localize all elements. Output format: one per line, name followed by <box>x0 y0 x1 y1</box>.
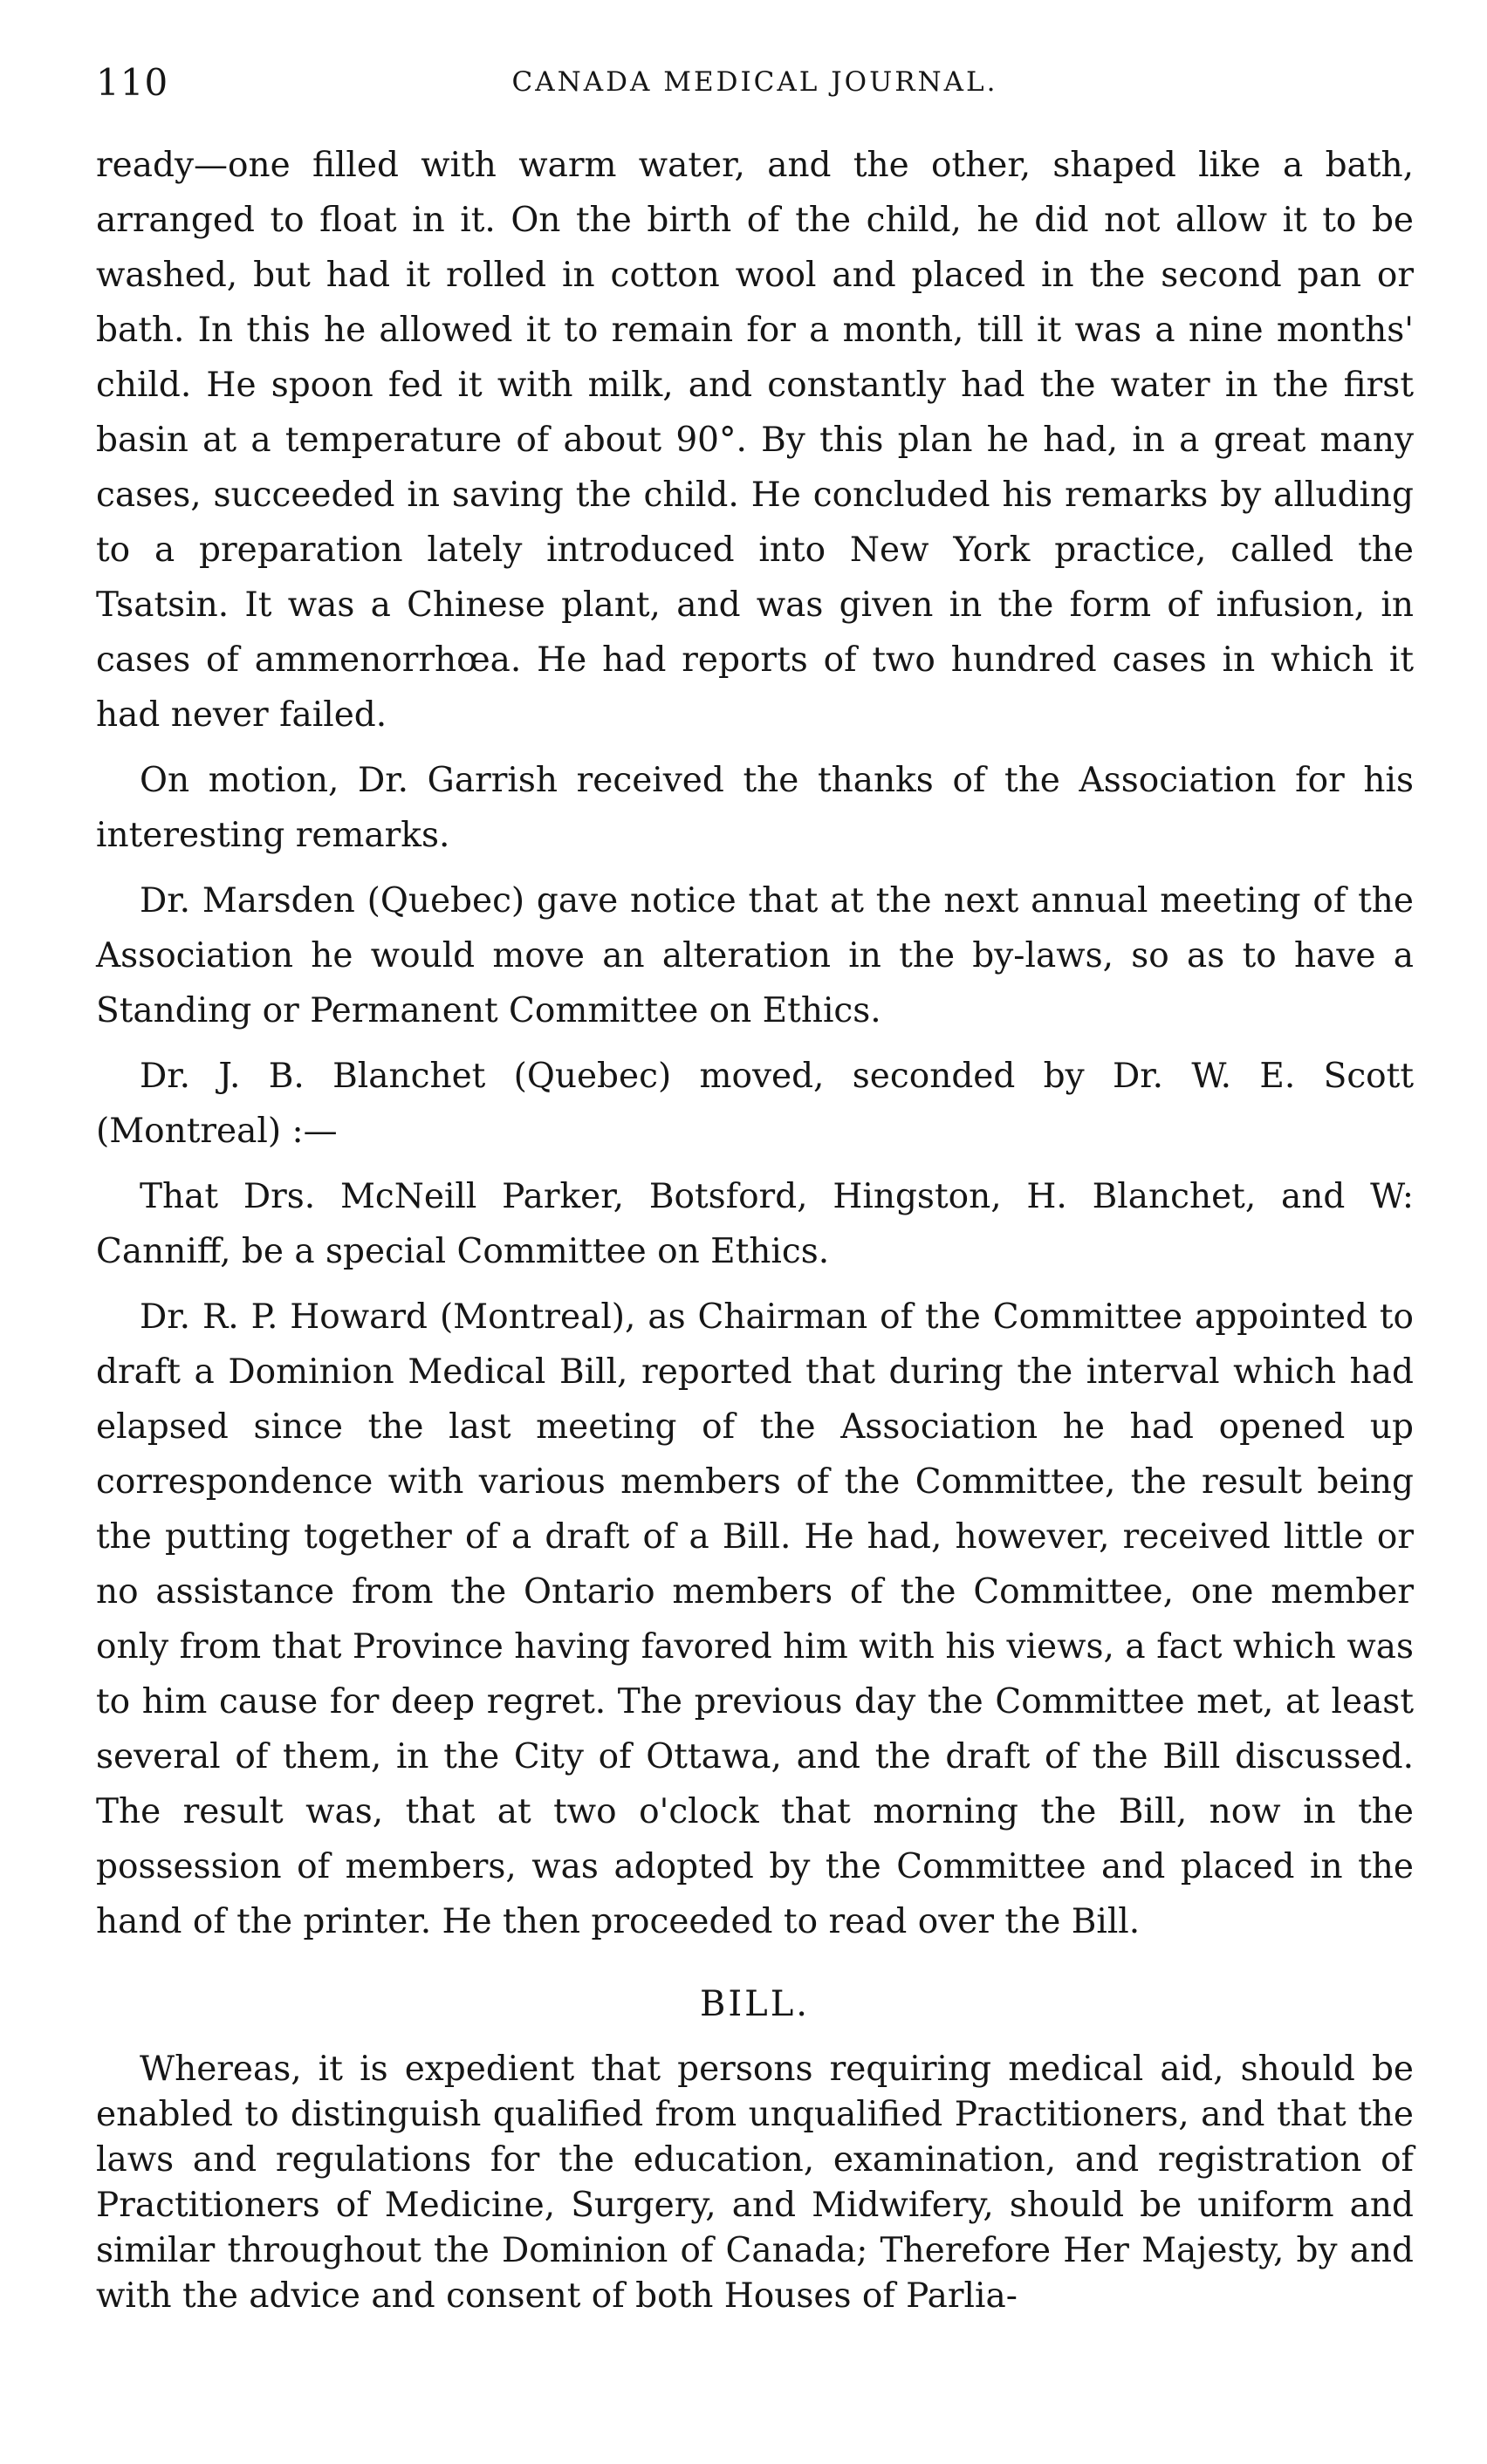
bill-heading: BILL. <box>699 1984 811 2024</box>
paragraph-ethics-committee: That Drs. McNeill Parker, Botsford, Hingston, H. Blanchet, and W: Canniff, be a special Committee on Ethics. <box>96 1177 1414 1271</box>
article-body <box>96 138 1414 1949</box>
paragraph-marsden-notice: Dr. Marsden (Quebec) gave notice that at the next annual meeting of the Association he would move an alteration in the by-laws, so as to have a Standing or Permanent Committee on Ethics. <box>96 881 1414 1030</box>
bill-preamble: Whereas, it is expedient that persons requiring medical aid, should be enabled to distinguish qualified from unqualified Practitioners, and that the laws and regulations for the education, examination, and registration of Practitioners of Medicine, Surgery, and Midwifery, should be uniform and similar throughout the Dominion of Canada; Therefore Her Majesty, by and with the advice and consent of both Houses of Parlia- <box>96 2050 1414 2316</box>
bill-body <box>96 2047 1414 2319</box>
paragraph-howard-report: Dr. R. P. Howard (Montreal), as Chairman of the Committee appointed to draft a Dominion Medical Bill, reported that during the interval which had elapsed since the last meeting of the Association he had opened up correspondence with various members of the Committee, the result being the putting together of a draft of a Bill. He had, however, received little or no assistance from the Ontario members of the Committee, one member only from that Province having favored him with his views, a fact which was to him cause for deep regret. The previous day the Committee met, at least several of them, in the City of Ottawa, and the draft of the Bill discussed. The result was, that at two o'clock that morning the Bill, now in the possession of members, was adopted by the Committee and placed in the hand of the printer. He then proceeded to read over the Bill. <box>96 1297 1414 1941</box>
paragraph-blanchet-motion: Dr. J. B. Blanchet (Quebec) moved, seconded by Dr. W. E. Scott (Montreal) :— <box>96 1057 1414 1151</box>
page-number: 110 <box>96 61 169 104</box>
journal-title: CANADA MEDICAL JOURNAL. <box>511 66 998 98</box>
running-head <box>96 61 1414 122</box>
journal-page <box>96 61 1414 2319</box>
paragraph-garrish-thanks: On motion, Dr. Garrish received the thanks of the Association for his interesting remarks. <box>96 761 1414 855</box>
paragraph-continuation: ready—one filled with warm water, and the other, shaped like a bath, arranged to float in it. On the birth of the child, he did not allow it to be washed, but had it rolled in cotton wool and placed in the second pan or bath. In this he allowed it to remain for a month, till it was a nine months' child. He spoon fed it with milk, and constantly had the water in the first basin at a temperature of about 90°. By this plan he had, in a great many cases, succeeded in saving the child. He concluded his remarks by alluding to a preparation lately introduced into New York practice, called the Tsatsin. It was a Chinese plant, and was given in the form of infusion, in cases of ammenorrhœa. He had reports of two hundred cases in which it had never failed. <box>96 146 1414 735</box>
